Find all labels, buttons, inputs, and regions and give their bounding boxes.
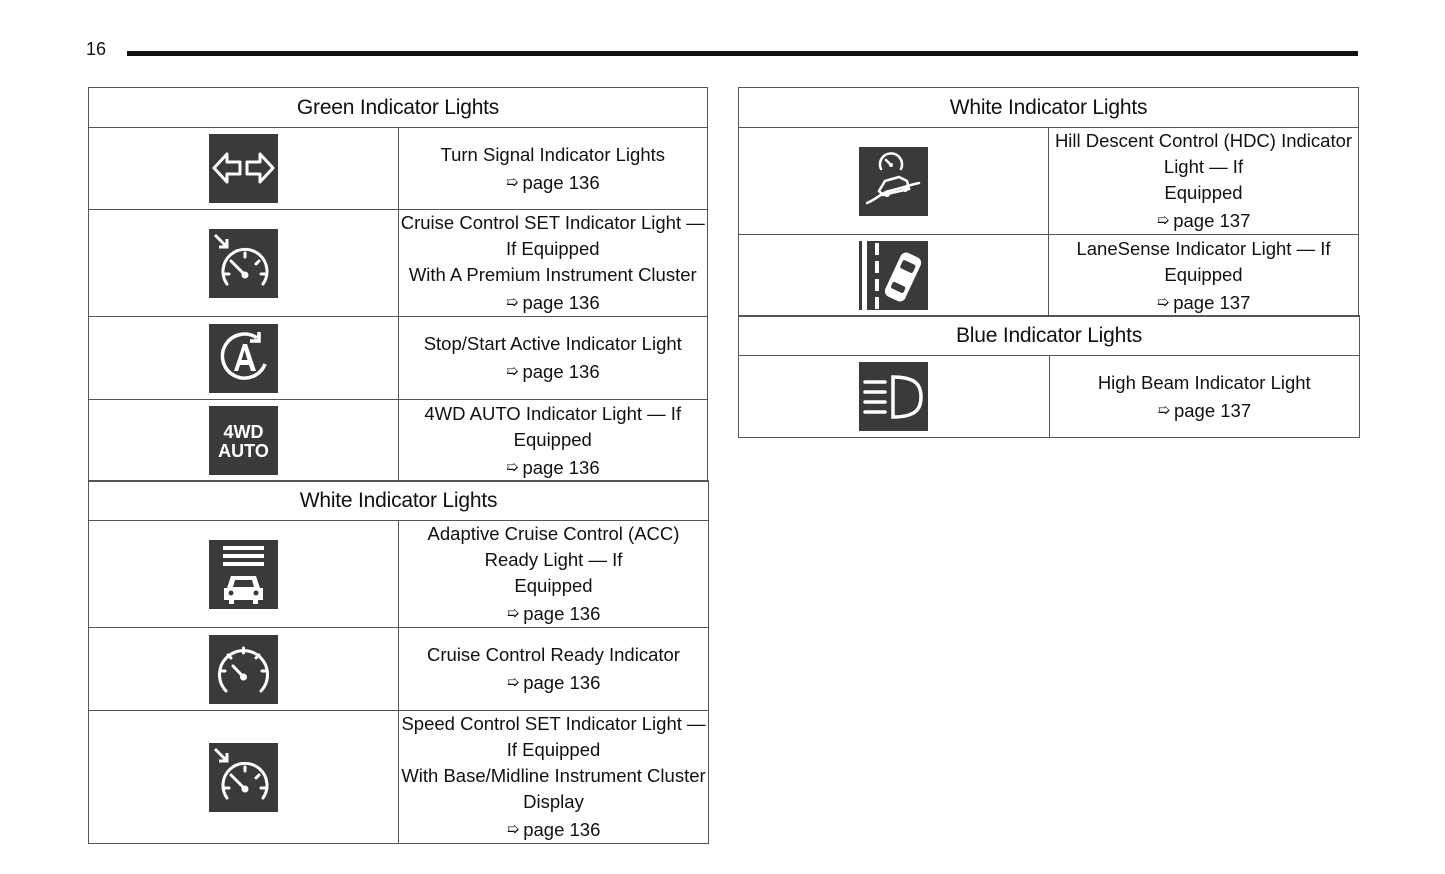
row-label: LaneSense Indicator Light — If Equipped [1076, 237, 1331, 285]
row-label: Hill Descent Control (HDC) Indicator Light — If [1054, 130, 1353, 177]
table-title: Blue Indicator Lights [739, 316, 1360, 356]
page-reference: page 136 [522, 171, 600, 193]
stop-start-icon [209, 324, 278, 393]
row-label-line2: With Base/Midline Instrument Cluster Display [401, 765, 706, 812]
icon-text-auto: AUTO [217, 441, 269, 461]
icon-text-4wd: 4WD [223, 422, 264, 442]
row-label: Adaptive Cruise Control (ACC) Ready Light — If [427, 523, 680, 570]
table-row [89, 400, 708, 482]
page-reference-link[interactable] [506, 359, 600, 385]
page-reference: page 137 [1173, 210, 1251, 231]
table-row [89, 628, 709, 711]
white-indicator-table-left [88, 480, 709, 844]
page-reference: page 136 [523, 603, 601, 624]
row-label: Speed Control SET Indicator Light — If Equipped [401, 713, 706, 760]
lanesense-icon [859, 241, 928, 310]
arrow-right-icon: ➯ [506, 605, 520, 622]
table-row [89, 711, 709, 844]
page-reference: page 136 [522, 361, 600, 382]
turn-signal-icon [209, 134, 278, 203]
white-indicator-table-right [738, 87, 1359, 317]
page-reference-link[interactable] [506, 170, 600, 196]
table-title: Green Indicator Lights [89, 88, 708, 128]
table-row [89, 210, 708, 317]
row-label: Cruise Control SET Indicator Light — If Equipped [400, 212, 705, 259]
row-label-line2: With A Premium Instrument Cluster [408, 264, 697, 285]
page-number: 16 [86, 39, 107, 59]
table-row [739, 235, 1359, 317]
table-row [739, 128, 1359, 235]
page-reference-link[interactable] [507, 817, 601, 843]
table-title: White Indicator Lights [739, 88, 1359, 128]
arrow-right-icon: ➯ [505, 173, 519, 191]
high-beam-icon [859, 362, 928, 431]
page-reference: page 136 [522, 292, 600, 313]
page-reference: page 136 [523, 819, 601, 840]
table-row [89, 521, 709, 628]
page-reference-link[interactable] [1157, 290, 1251, 316]
row-label: High Beam Indicator Light [1097, 371, 1311, 393]
arrow-right-icon: ➯ [506, 674, 520, 691]
row-label: Turn Signal Indicator Lights [440, 143, 666, 165]
hill-descent-icon [859, 147, 928, 216]
page-reference: page 136 [523, 672, 601, 693]
page-reference-link[interactable] [507, 601, 601, 627]
page-reference: page 137 [1173, 291, 1251, 313]
arrow-right-icon: ➯ [505, 363, 519, 380]
page-reference: page 136 [522, 456, 600, 478]
arrow-right-icon: ➯ [505, 294, 519, 311]
4wd-auto-icon [209, 406, 278, 475]
page-reference: page 137 [1173, 399, 1252, 421]
cruise-ready-icon [209, 635, 278, 704]
row-label: Stop/Start Active Indicator Light [423, 333, 682, 354]
page-reference-link[interactable] [1157, 398, 1251, 424]
header-rule [127, 51, 1358, 56]
page-reference-link[interactable] [1157, 208, 1251, 234]
arrow-right-icon: ➯ [1156, 293, 1170, 311]
arrow-right-icon: ➯ [505, 458, 519, 476]
row-label: 4WD AUTO Indicator Light — If Equipped [424, 402, 682, 450]
blue-indicator-table [738, 315, 1360, 438]
speed-control-set-icon [209, 743, 278, 812]
cruise-set-icon [209, 229, 278, 298]
page-reference-link[interactable] [507, 670, 601, 696]
arrow-right-icon: ➯ [1156, 212, 1170, 229]
green-indicator-table [88, 87, 708, 482]
arrow-right-icon: ➯ [506, 821, 520, 838]
page-reference-link[interactable] [506, 290, 600, 316]
row-label: Cruise Control Ready Indicator [427, 644, 680, 665]
table-row [739, 356, 1360, 438]
table-row [89, 128, 708, 210]
acc-ready-icon [209, 540, 278, 609]
table-title: White Indicator Lights [89, 481, 709, 521]
row-label-line2: Equipped [514, 575, 593, 596]
table-row [89, 317, 708, 400]
row-label-line2: Equipped [1164, 182, 1243, 203]
arrow-right-icon: ➯ [1157, 401, 1170, 419]
page-reference-link[interactable] [506, 455, 600, 481]
